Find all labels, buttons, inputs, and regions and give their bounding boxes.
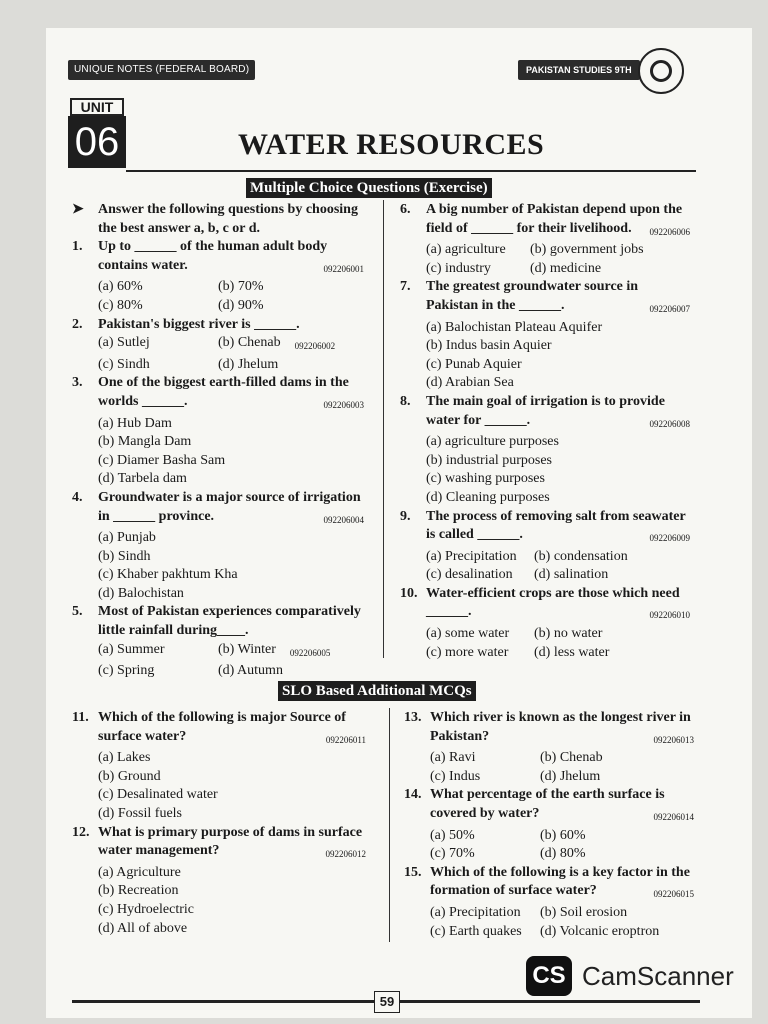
option-b[interactable]: (b) no water — [534, 626, 603, 642]
option-a[interactable]: (a) agriculture — [426, 242, 506, 258]
option-c[interactable]: (c) Sindh — [98, 356, 150, 372]
header-left-label: UNIQUE NOTES (FEDERAL BOARD) — [68, 60, 255, 80]
camscanner-label: CamScanner — [582, 960, 734, 991]
option-d[interactable]: (d) Autumn — [218, 663, 283, 679]
option-d[interactable]: (d) 80% — [540, 846, 586, 862]
header-right-label: PAKISTAN STUDIES 9TH — [518, 60, 640, 80]
option-d[interactable]: (d) salination — [534, 567, 609, 583]
option-c[interactable]: (c) desalination — [426, 567, 513, 583]
option-a[interactable]: (a) Precipitation — [426, 548, 517, 564]
option-d[interactable]: (d) medicine — [530, 260, 602, 276]
section-heading-slo: SLO Based Additional MCQs — [278, 681, 476, 701]
column-divider — [383, 200, 384, 658]
option-c[interactable]: (c) more water — [426, 644, 509, 660]
question-3: 3. One of the biggest earth-filled dams in the worlds ______. 092206003 — [72, 375, 364, 410]
page-title: WATER RESOURCES — [238, 128, 545, 161]
option-c[interactable]: (c) Spring — [98, 663, 155, 679]
option-c[interactable]: (c) Khaber pakhtum Kha — [98, 567, 238, 583]
page-number: 59 — [374, 991, 400, 1013]
question-12: 12. What is primary purpose of dams in surface water management? 092206012 — [72, 824, 366, 860]
left-column-exercise — [72, 201, 364, 681]
question-4: 4. Groundwater is a major source of irrigation in ______ province. 092206004 — [72, 489, 364, 525]
option-c[interactable]: (c) Earth quakes — [430, 923, 522, 939]
option-b[interactable]: (b) Mangla Dam — [98, 434, 192, 450]
option-a[interactable]: (a) Lakes — [98, 750, 151, 766]
instruction: ➤ Answer the following questions by choosing the best answer a, b, c or d. — [72, 201, 364, 238]
option-b[interactable]: (b) Ground — [98, 768, 161, 784]
option-d[interactable]: (d) less water — [534, 644, 610, 660]
option-d[interactable]: (d) Cleaning purposes — [426, 489, 550, 505]
option-a[interactable]: (a) some water — [426, 626, 510, 642]
option-c[interactable]: (c) Indus — [430, 768, 481, 784]
question-9: 9. The process of removing salt from seawater is called ______. 092206009 — [400, 508, 690, 544]
option-a[interactable]: (a) Sutlej — [98, 335, 150, 351]
option-a[interactable]: (a) 50% — [430, 827, 475, 843]
option-a[interactable]: (a) Balochistan Plateau Aquifer — [426, 319, 603, 335]
option-b[interactable]: (b) industrial purposes — [426, 452, 552, 468]
option-c[interactable]: (c) Desalinated water — [98, 787, 218, 803]
option-a[interactable]: (a) Ravi — [430, 750, 476, 766]
option-a[interactable]: (a) agriculture purposes — [426, 434, 559, 450]
question-7: 7. The greatest groundwater source in Pakistan in the ______. 092206007 — [400, 279, 690, 314]
camscanner-logo-icon: CS — [526, 956, 572, 996]
question-2: 2. Pakistan's biggest river is ______. — [72, 316, 300, 332]
option-d[interactable]: (d) Jhelum — [218, 356, 279, 372]
option-a[interactable]: (a) Punjab — [98, 530, 156, 546]
section-heading-exercise: Multiple Choice Questions (Exercise) — [246, 178, 492, 198]
question-6: 6. A big number of Pakistan depend upon the field of ______ for their livelihood. 092206006 — [400, 202, 690, 237]
option-a[interactable]: (a) Hub Dam — [98, 415, 172, 431]
option-c[interactable]: (c) 80% — [98, 297, 143, 313]
option-c[interactable]: (c) Hydroelectric — [98, 901, 194, 917]
question-14: 14. What percentage of the earth surface is covered by water? 092206014 — [404, 787, 694, 822]
question-5: 5. Most of Pakistan experiences comparatively little rainfall during____. — [72, 604, 361, 639]
option-c[interactable]: (c) industry — [426, 260, 491, 276]
option-b[interactable]: (b) Recreation — [98, 883, 179, 899]
option-d[interactable]: (d) Balochistan — [98, 585, 184, 601]
option-a[interactable]: (a) Precipitation — [430, 904, 521, 920]
option-c[interactable]: (c) washing purposes — [426, 471, 545, 487]
option-d[interactable]: (d) 90% — [218, 297, 264, 313]
question-15: 15. Which of the following is a key factor in the formation of surface water? 092206015 — [404, 864, 694, 900]
question-10: 10. Water-efficient crops are those which need ______. 092206010 — [400, 585, 690, 621]
right-column-slo — [404, 709, 694, 941]
option-d[interactable]: (d) All of above — [98, 920, 188, 936]
question-13: 13. Which river is known as the longest river in Pakistan? 092206013 — [404, 710, 694, 745]
unit-label: UNIT — [70, 98, 124, 116]
option-a[interactable]: (a) Summer — [98, 641, 165, 657]
option-b[interactable]: (b) condensation — [534, 548, 628, 564]
option-a[interactable]: (a) 60% — [98, 279, 143, 295]
question-8: 8. The main goal of irrigation is to provide water for ______. 092206008 — [400, 393, 690, 429]
option-b[interactable]: (b) 60% — [540, 827, 586, 843]
option-c[interactable]: (c) Punab Aquier — [426, 356, 522, 372]
option-b[interactable]: (b) Indus basin Aquier — [426, 338, 552, 354]
question-1: 1. Up to ______ of the human adult body contains water. 092206001 — [72, 239, 364, 274]
title-divider — [126, 170, 696, 172]
arrow-icon: ➤ — [72, 202, 84, 217]
option-b[interactable]: (b) Chenab — [540, 750, 603, 766]
option-d[interactable]: (d) Fossil fuels — [98, 805, 182, 821]
unit-number: 06 — [68, 116, 126, 168]
option-b[interactable]: (b) Chenab — [218, 335, 281, 351]
option-d[interactable]: (d) Tarbela dam — [98, 471, 187, 487]
column-divider — [389, 708, 390, 942]
question-code: 092206005 — [289, 647, 331, 658]
publisher-logo-icon — [638, 48, 684, 94]
option-d[interactable]: (d) Volcanic eroptron — [540, 923, 660, 939]
camscanner-watermark — [526, 956, 740, 996]
question-code: 092206002 — [294, 341, 336, 352]
option-b[interactable]: (b) Soil erosion — [540, 904, 628, 920]
option-b[interactable]: (b) 70% — [218, 279, 264, 295]
option-b[interactable]: (b) government jobs — [530, 242, 644, 258]
option-d[interactable]: (d) Jhelum — [540, 768, 601, 784]
option-d[interactable]: (d) Arabian Sea — [426, 375, 514, 391]
option-c[interactable]: (c) Diamer Basha Sam — [98, 452, 226, 468]
option-c[interactable]: (c) 70% — [430, 846, 475, 862]
option-b[interactable]: (b) Sindh — [98, 548, 151, 564]
right-column-exercise — [400, 201, 690, 662]
left-column-slo — [72, 709, 366, 938]
option-b[interactable]: (b) Winter — [218, 641, 276, 657]
option-a[interactable]: (a) Agriculture — [98, 864, 181, 880]
question-11: 11. Which of the following is major Source of surface water? 092206011 — [72, 710, 366, 745]
unit-badge — [68, 98, 126, 170]
